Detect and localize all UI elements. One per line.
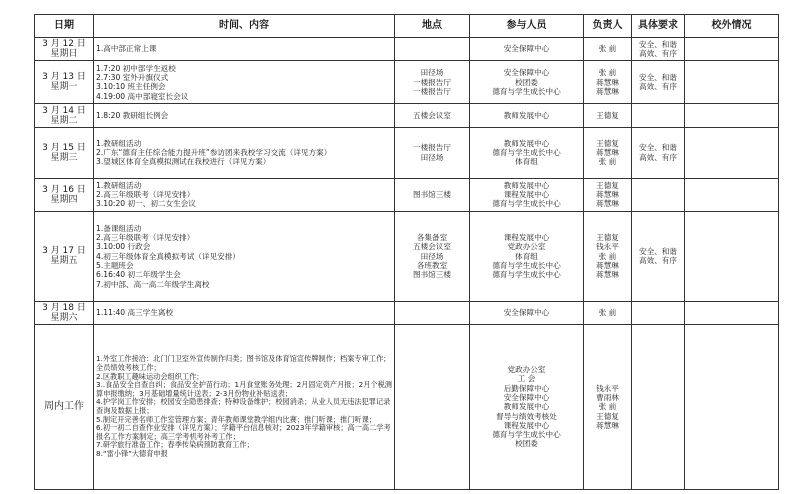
responsible-cell bbox=[584, 178, 632, 211]
weekly-responsible-cell-line: 蒋慧琳 bbox=[596, 420, 619, 430]
participants-cell-line: 体育组 bbox=[515, 251, 538, 261]
table-row bbox=[35, 178, 779, 211]
content-cell-line: 1.11:40 高三学生离校 bbox=[96, 308, 174, 318]
date-cell bbox=[35, 301, 94, 324]
weekday-text: 星期六 bbox=[50, 312, 78, 323]
place-cell-line: 一楼报告厅 bbox=[413, 143, 451, 153]
external-cell bbox=[685, 61, 779, 104]
responsible-cell-line: 张 前 bbox=[598, 308, 617, 318]
responsible-cell-line: 王德复 bbox=[596, 180, 619, 190]
weekly-participants-cell-line: 督导与绩效考核处 bbox=[496, 411, 557, 421]
responsible-cell-line: 王德复 bbox=[596, 138, 619, 148]
external-cell bbox=[685, 104, 779, 127]
responsible-cell bbox=[584, 104, 632, 127]
participants-cell-line: 德育与学生成长中心 bbox=[492, 87, 561, 96]
content-cell-line: 4.19:00 高中部寝室长会议 bbox=[96, 91, 189, 101]
content-cell-line: 7.初中部、高一高二年级学生离校 bbox=[96, 279, 210, 289]
place-cell-line: 图书馆三楼 bbox=[413, 190, 451, 200]
content-cell-line: 5.主题班会 bbox=[96, 260, 134, 270]
participants-cell bbox=[470, 104, 584, 127]
weekly-schedule-table bbox=[34, 14, 779, 490]
requirements-cell-line: 高效、有序 bbox=[639, 49, 677, 59]
place-cell bbox=[395, 178, 470, 211]
participants-cell bbox=[470, 301, 584, 324]
content-cell-line: 3.10:10 班主任例会 bbox=[96, 82, 166, 92]
place-cell-line: 一楼报告厅 bbox=[413, 87, 451, 96]
responsible-cell-line: 张 前 bbox=[598, 157, 617, 167]
weekday-text: 星期四 bbox=[50, 194, 78, 205]
content-cell-line: 1.教研组活动 bbox=[96, 138, 142, 148]
requirements-cell-line: 高效、有序 bbox=[639, 256, 677, 266]
participants-cell-line: 课程发展中心 bbox=[503, 190, 550, 200]
weekly-external-cell bbox=[685, 324, 779, 489]
header-external: 校外情况 bbox=[685, 15, 779, 38]
date-cell bbox=[35, 61, 94, 104]
weekly-participants-cell-line: 工 会 bbox=[517, 374, 536, 384]
participants-cell-line: 教师发展中心 bbox=[503, 180, 550, 190]
participants-cell-line: 德育与学生成长中心 bbox=[492, 199, 561, 209]
participants-cell-line: 体育组 bbox=[515, 157, 538, 167]
participants-cell-line: 德育与学生成长中心 bbox=[492, 148, 561, 158]
place-cell-line: 各班教室 bbox=[416, 260, 448, 270]
weekly-label: 周内工作 bbox=[35, 324, 94, 489]
place-cell bbox=[395, 38, 470, 61]
external-cell bbox=[685, 127, 779, 178]
weekly-requirements-cell bbox=[632, 324, 685, 489]
weekday-text: 星期三 bbox=[50, 152, 78, 163]
content-cell-line: 2.7:30 室外升旗仪式 bbox=[96, 73, 169, 83]
participants-cell-line: 德育与学生成长中心 bbox=[492, 270, 561, 280]
place-cell-line: 一楼报告厅 bbox=[413, 77, 451, 87]
weekly-content-cell bbox=[94, 324, 395, 489]
participants-cell-line: 校团委 bbox=[515, 77, 538, 87]
weekly-participants-cell bbox=[470, 324, 584, 489]
content-cell-line: 2.高三年级联考（详见安排） bbox=[96, 190, 195, 200]
external-cell bbox=[685, 38, 779, 61]
weekly-work-row bbox=[35, 324, 779, 489]
responsible-cell-line: 蒋慧琳 bbox=[596, 190, 619, 200]
place-cell bbox=[395, 211, 470, 301]
content-cell bbox=[94, 301, 395, 324]
weekly-participants-cell-line: 教师发展中心 bbox=[503, 402, 550, 412]
participants-cell-line: 党政办公室 bbox=[507, 242, 546, 252]
content-cell-line: 2.高三年级联考（详见安排） bbox=[96, 233, 195, 243]
requirements-cell bbox=[632, 104, 685, 127]
content-cell-line: 3.10:00 行政会 bbox=[96, 242, 151, 252]
content-cell bbox=[94, 178, 395, 211]
date-cell bbox=[35, 38, 94, 61]
participants-cell-line: 安全保障中心 bbox=[503, 308, 550, 318]
table-row bbox=[35, 104, 779, 127]
place-cell-line: 图书馆三楼 bbox=[413, 270, 451, 280]
schedule-body bbox=[35, 38, 779, 490]
place-cell-line: 各集备室 bbox=[416, 233, 448, 243]
weekly-content-cell-line: 1.外室工作接洽：北门门卫室外宣传制作归类；图书馆及体育馆宣传牌制作；档案专审工作；全员绩效考核工作； bbox=[96, 354, 391, 372]
requirements-cell bbox=[632, 127, 685, 178]
requirements-cell-line: 高效、有序 bbox=[639, 152, 677, 162]
table-row bbox=[35, 38, 779, 61]
weekly-participants-cell-line: 课程发展中心 bbox=[503, 420, 550, 430]
participants-cell bbox=[470, 211, 584, 301]
weekly-content-cell-line: 7.研学旅行准备工作；春季传染病预防教育工作； bbox=[96, 440, 254, 450]
place-cell bbox=[395, 301, 470, 324]
responsible-cell bbox=[584, 61, 632, 104]
participants-cell-line: 教师发展中心 bbox=[503, 110, 550, 120]
requirements-cell-line: 高效、有序 bbox=[639, 82, 677, 92]
external-cell bbox=[685, 301, 779, 324]
weekday-text: 星期五 bbox=[50, 256, 78, 267]
participants-cell bbox=[470, 127, 584, 178]
requirements-cell bbox=[632, 301, 685, 324]
responsible-cell bbox=[584, 38, 632, 61]
responsible-cell bbox=[584, 211, 632, 301]
weekly-participants-cell-line: 安全保障中心 bbox=[503, 392, 550, 402]
date-text: 3 月 17 日 bbox=[42, 246, 86, 257]
responsible-cell-line: 蒋慧琳 bbox=[596, 77, 619, 87]
place-cell-line: 五楼会议室 bbox=[413, 110, 451, 120]
weekly-content-cell-line: 6.初一初二自查作业安排（详见方案）；学籍平台信息核对；2023年学籍审核；高一高二学考报名工作方案制定；高三学考机考补考工作； bbox=[96, 423, 391, 441]
responsible-cell-line: 王德复 bbox=[596, 110, 619, 120]
weekly-responsible-cell-line: 曹雨林 bbox=[596, 392, 619, 402]
weekly-content-cell-line: 4.护学岗工作安排；校园安全隐患排查；特种设备维护；校园消杀；从业人员无违法犯罪记录查询及数据上报； bbox=[96, 397, 391, 415]
weekly-participants-cell-line: 党政办公室 bbox=[507, 365, 546, 375]
requirements-cell bbox=[632, 178, 685, 211]
header-row bbox=[35, 15, 779, 38]
place-cell bbox=[395, 104, 470, 127]
participants-cell-line: 课程发展中心 bbox=[503, 233, 550, 243]
responsible-cell bbox=[584, 127, 632, 178]
responsible-cell-line: 王德复 bbox=[596, 233, 619, 243]
weekly-responsible-cell-line: 张 前 bbox=[598, 402, 617, 412]
weekly-place-cell bbox=[395, 324, 470, 489]
header-date: 日期 bbox=[35, 15, 94, 38]
place-cell-line: 田径场 bbox=[420, 68, 444, 78]
weekly-content-cell-line: 8.“雷小锋”大德育申报 bbox=[96, 448, 168, 458]
content-cell-line: 3.10:20 初一、初二女生会议 bbox=[96, 199, 196, 209]
responsible-cell-line: 蒋慧琳 bbox=[596, 199, 619, 209]
place-cell-line: 五楼会议室 bbox=[413, 242, 451, 252]
date-cell bbox=[35, 178, 94, 211]
requirements-cell-line: 安全、和谐 bbox=[639, 143, 677, 153]
content-cell-line: 2.广东“德育主任综合能力提升班”参访团来我校学习交流（详见方案） bbox=[96, 148, 332, 158]
weekday-text: 星期日 bbox=[50, 49, 78, 60]
place-cell-line: 田径场 bbox=[420, 251, 444, 261]
header-responsible: 负责人 bbox=[584, 15, 632, 38]
content-cell-line: 3.望城区体育全真模拟测试在我校进行（详见方案） bbox=[96, 157, 271, 167]
date-text: 3 月 14 日 bbox=[42, 105, 86, 116]
responsible-cell-line: 蒋慧琳 bbox=[596, 148, 619, 158]
place-cell-line: 田径场 bbox=[420, 152, 444, 162]
participants-cell-line: 德育与学生成长中心 bbox=[492, 260, 561, 270]
participants-cell-line: 教师发展中心 bbox=[503, 138, 550, 148]
participants-cell bbox=[470, 61, 584, 104]
participants-cell-line: 安全保障中心 bbox=[503, 44, 550, 54]
requirements-cell bbox=[632, 211, 685, 301]
weekly-responsible-cell-line: 钱永平 bbox=[596, 383, 619, 393]
weekly-responsible-cell-line: 王德复 bbox=[596, 411, 619, 421]
content-cell-line: 4.初三年级体育全真模拟考试（详见安排） bbox=[96, 251, 240, 261]
weekly-content-cell-line: 2.区教职工趣味运动会组织工作； bbox=[96, 371, 204, 381]
responsible-cell-line: 张 前 bbox=[598, 68, 617, 78]
responsible-cell-line: 张 前 bbox=[598, 44, 617, 54]
date-text: 3 月 16 日 bbox=[42, 184, 86, 195]
responsible-cell-line: 张 前 bbox=[598, 251, 617, 261]
participants-cell bbox=[470, 178, 584, 211]
table-row bbox=[35, 127, 779, 178]
requirements-cell-line: 安全、和谐 bbox=[639, 73, 677, 83]
requirements-cell bbox=[632, 38, 685, 61]
responsible-cell bbox=[584, 301, 632, 324]
content-cell bbox=[94, 127, 395, 178]
requirements-cell-line: 安全、和谐 bbox=[639, 246, 677, 256]
place-cell bbox=[395, 61, 470, 104]
date-cell bbox=[35, 104, 94, 127]
responsible-cell-line: 蒋慧琳 bbox=[596, 260, 619, 270]
external-cell bbox=[685, 211, 779, 301]
content-cell-line: 6.16:40 初二年级学生会 bbox=[96, 270, 181, 280]
participants-cell bbox=[470, 38, 584, 61]
weekly-content-cell-line: 5.制定开完善名师工作室管理方案；青年教师课堂教学组内比赛；推门听课；推门听课； bbox=[96, 414, 376, 424]
content-cell-line: 1.备课组活动 bbox=[96, 223, 142, 233]
external-cell bbox=[685, 178, 779, 211]
date-cell bbox=[35, 211, 94, 301]
date-text: 3 月 18 日 bbox=[42, 302, 86, 313]
content-cell-line: 1.高中部正常上课 bbox=[96, 44, 157, 54]
header-place: 地点 bbox=[395, 15, 470, 38]
content-cell bbox=[94, 38, 395, 61]
content-cell bbox=[94, 104, 395, 127]
header-requirements: 具体要求 bbox=[632, 15, 685, 38]
weekday-text: 星期二 bbox=[50, 115, 78, 126]
content-cell-line: 1.7:20 初中部学生返校 bbox=[96, 63, 176, 73]
requirements-cell bbox=[632, 61, 685, 104]
responsible-cell-line: 蒋慧琳 bbox=[596, 87, 619, 96]
content-cell-line: 1.8:20 教研组长例会 bbox=[96, 110, 169, 120]
content-cell bbox=[94, 61, 395, 104]
responsible-cell-line: 蒋慧琳 bbox=[596, 270, 619, 280]
header-content: 时间、内容 bbox=[94, 15, 395, 38]
place-cell bbox=[395, 127, 470, 178]
participants-cell-line: 安全保障中心 bbox=[503, 68, 550, 78]
weekly-participants-cell-line: 后勤保障中心 bbox=[503, 383, 550, 393]
date-text: 3 月 12 日 bbox=[42, 39, 86, 50]
weekly-content-cell-line: 3..食品安全自查自纠；食品安全护苗行动；1月食堂账务处理；2月固定资产月报；2月个税测算申报缴纳；3月基础增量统计送表；2-3月份物业补贴送表； bbox=[96, 380, 392, 398]
content-cell bbox=[94, 211, 395, 301]
date-text: 3 月 15 日 bbox=[42, 142, 86, 153]
weekly-participants-cell-line: 德育与学生成长中心 bbox=[492, 430, 561, 440]
responsible-cell-line: 钱永平 bbox=[596, 242, 619, 252]
weekly-participants-cell-line: 校团委 bbox=[515, 439, 538, 449]
table-row bbox=[35, 301, 779, 324]
table-row bbox=[35, 211, 779, 301]
weekly-responsible-cell bbox=[584, 324, 632, 489]
table-row bbox=[35, 61, 779, 104]
weekday-text: 星期一 bbox=[50, 82, 78, 93]
date-cell bbox=[35, 127, 94, 178]
date-text: 3 月 13 日 bbox=[42, 72, 86, 83]
requirements-cell-line: 安全、和谐 bbox=[639, 39, 677, 49]
header-participants: 参与人员 bbox=[470, 15, 584, 38]
content-cell-line: 1.教研组活动 bbox=[96, 180, 142, 190]
